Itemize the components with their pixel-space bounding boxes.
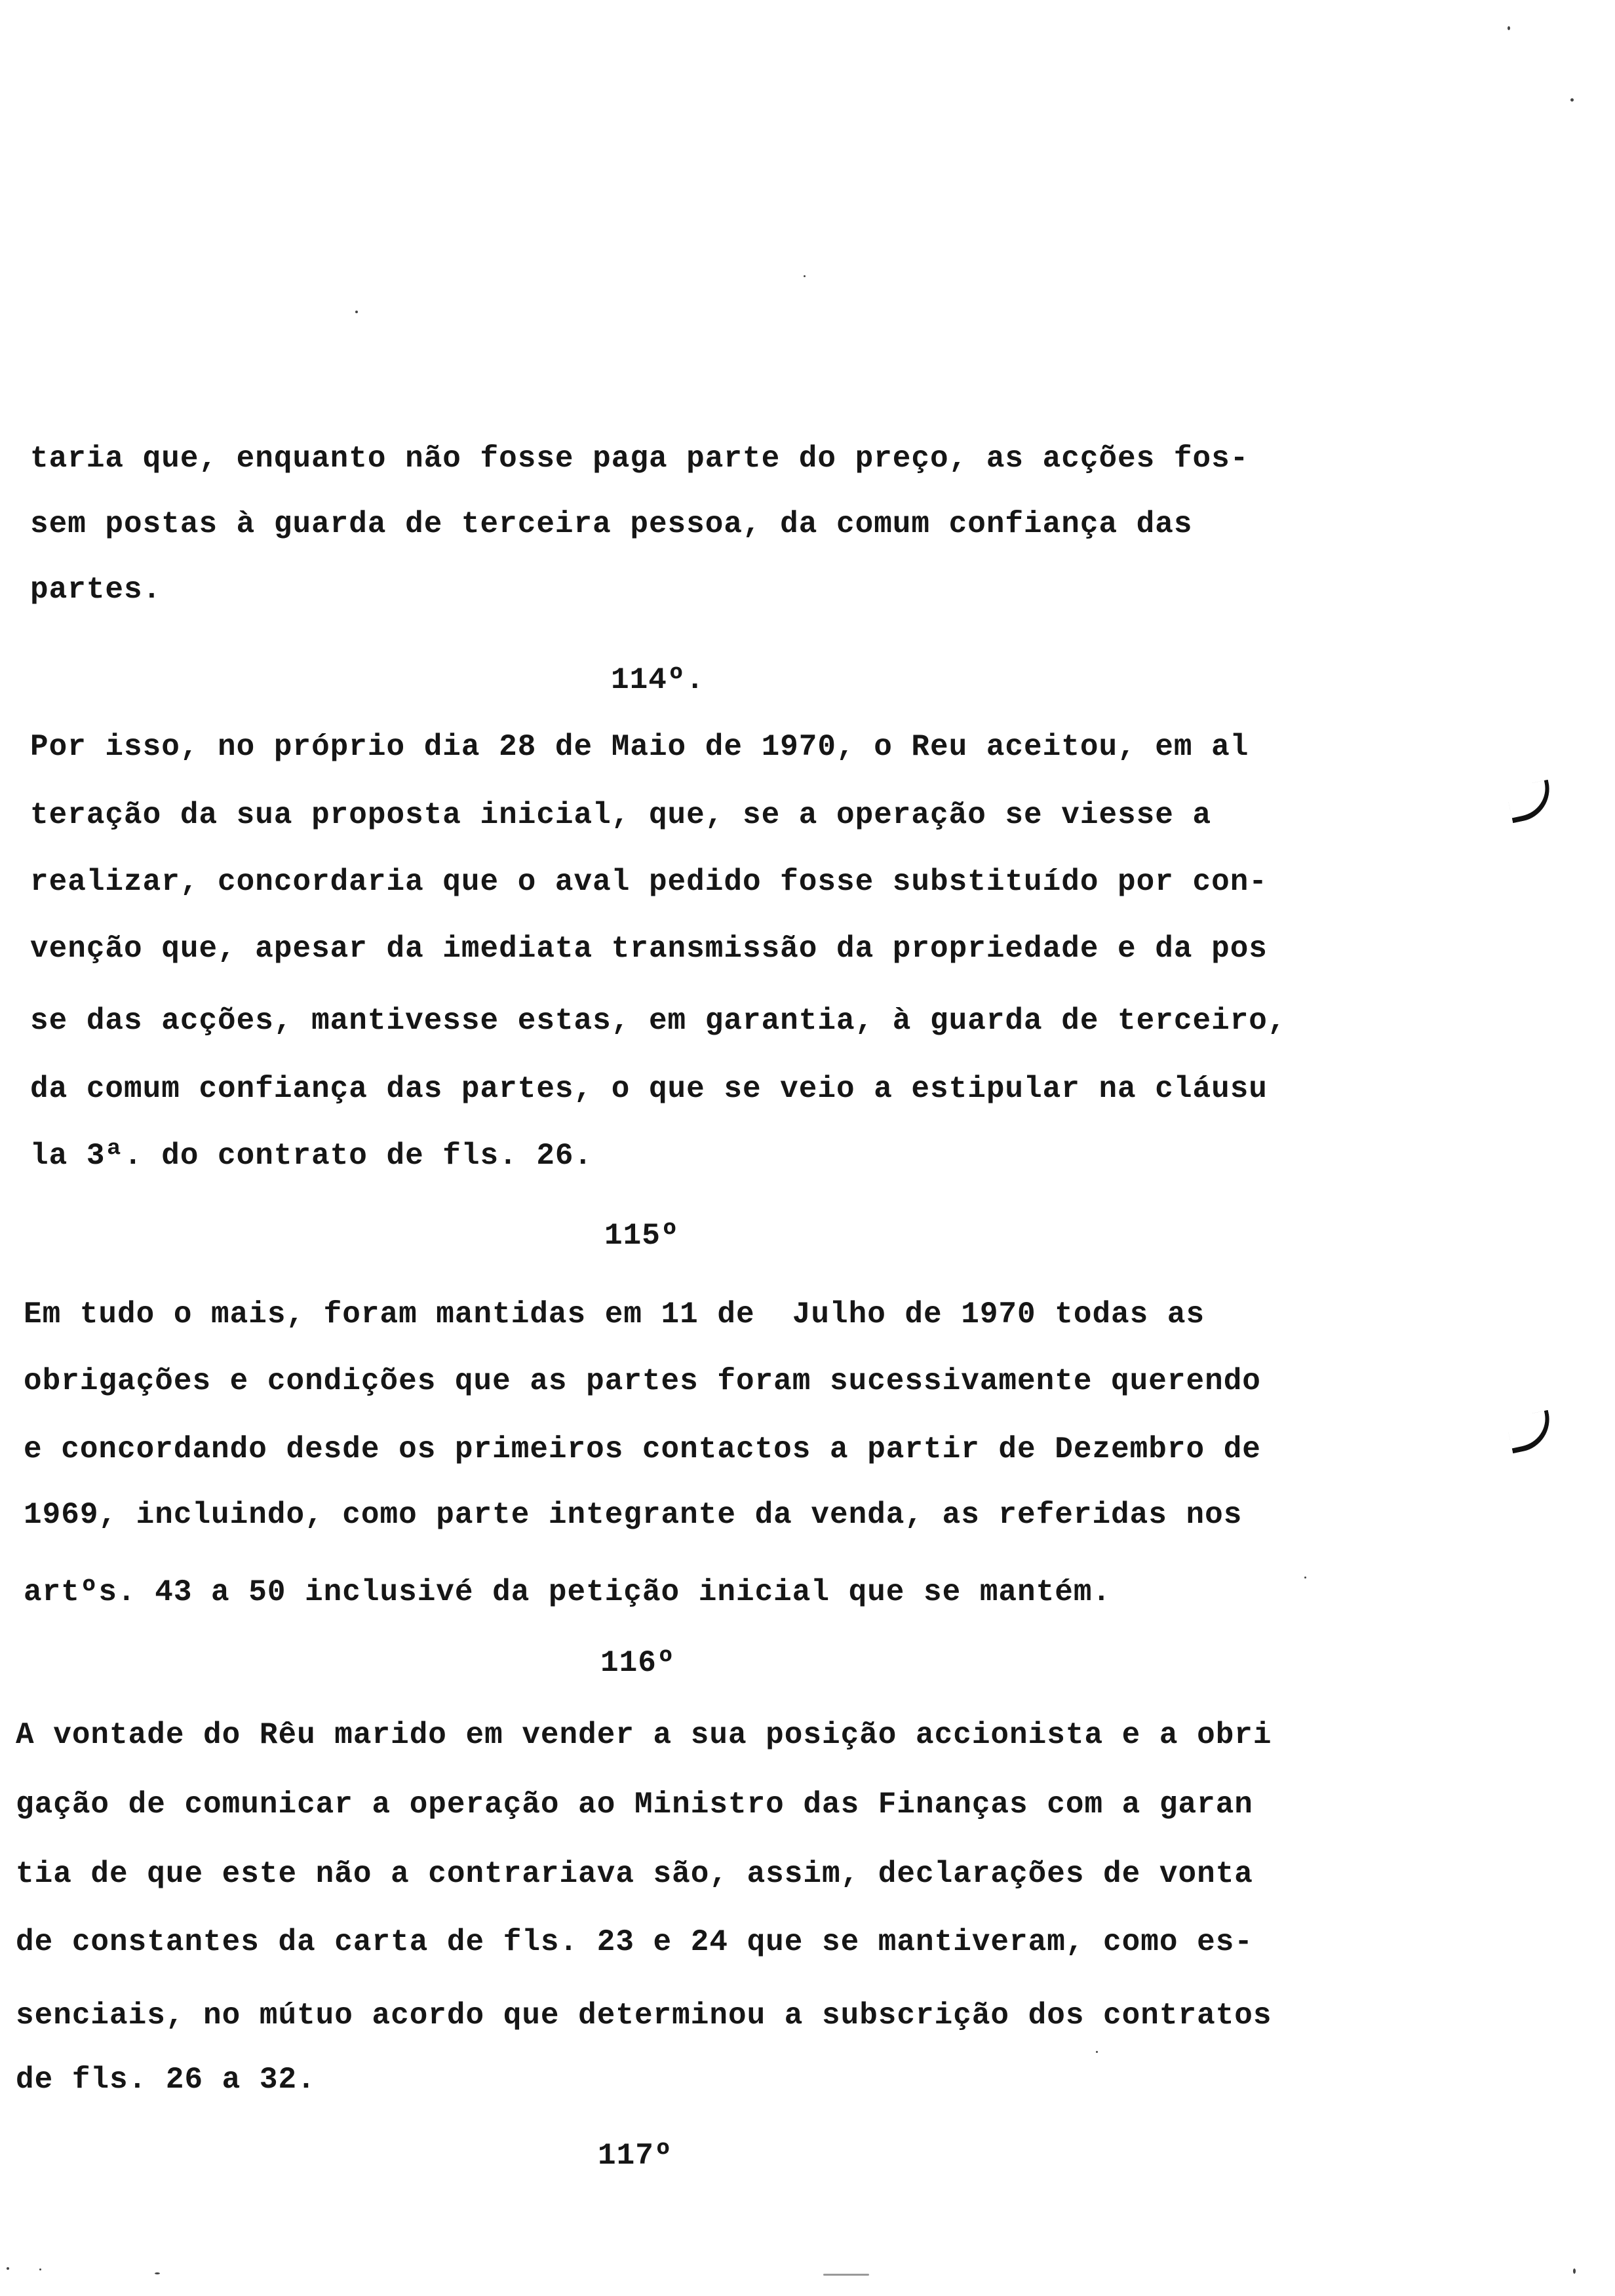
- scan-speck: [155, 2272, 160, 2274]
- text-line: obrigações e condições que as partes foram sucessivamente querendo: [24, 1364, 1261, 1398]
- margin-check-mark: [1506, 780, 1555, 824]
- margin-check-mark: [1506, 1410, 1555, 1454]
- scan-speck: [1304, 1577, 1306, 1578]
- text-line: senciais, no mútuo acordo que determinou a subscrição dos contratos: [16, 1999, 1272, 2033]
- text-line: 1969, incluindo, como parte integrante da venda, as referidas nos: [24, 1498, 1243, 1532]
- text-line: A vontade do Rêu marido em vender a sua posição accionista e a obri: [16, 1718, 1272, 1752]
- text-line: de constantes da carta de fls. 23 e 24 que se mantiveram, como es-: [16, 1925, 1253, 1959]
- scan-speck: [823, 2274, 869, 2276]
- scan-speck: [1573, 2268, 1576, 2274]
- text-line: se das acções, mantivesse estas, em garantia, à guarda de terceiro,: [30, 1004, 1287, 1038]
- text-line: da comum confiança das partes, o que se veio a estipular na cláusu: [30, 1072, 1268, 1106]
- scan-speck: [7, 2267, 9, 2270]
- text-line: de fls. 26 a 32.: [16, 2063, 316, 2097]
- scan-speck: [1508, 26, 1510, 30]
- text-line: Por isso, no próprio dia 28 de Maio de 1970, o Reu aceitou, em al: [30, 730, 1249, 764]
- text-line: realizar, concordaria que o aval pedido fosse substituído por con-: [30, 865, 1268, 899]
- text-line: artºs. 43 a 50 inclusivé da petição inicial que se mantém.: [24, 1575, 1112, 1609]
- text-line: sem postas à guarda de terceira pessoa, da comum confiança das: [30, 507, 1193, 541]
- text-line: Em tudo o mais, foram mantidas em 11 de Julho de 1970 todas as: [24, 1297, 1205, 1331]
- text-line: e concordando desde os primeiros contactos a partir de Dezembro de: [24, 1432, 1261, 1466]
- text-line: taria que, enquanto não fosse paga parte do preço, as acções fos-: [30, 442, 1249, 476]
- text-line: la 3ª. do contrato de fls. 26.: [30, 1139, 593, 1173]
- text-line: teração da sua proposta inicial, que, se a operação se viesse a: [30, 798, 1212, 832]
- text-line: partes.: [30, 573, 162, 607]
- article-number: 115º: [604, 1219, 680, 1253]
- text-line: venção que, apesar da imediata transmissão da propriedade e da pos: [30, 932, 1268, 966]
- article-number: 116º: [600, 1646, 676, 1680]
- scan-speck: [355, 311, 358, 313]
- text-line: tia de que este não a contrariava são, assim, declarações de vonta: [16, 1857, 1253, 1891]
- scan-speck: [804, 275, 806, 277]
- scan-speck: [1570, 98, 1574, 102]
- scan-speck: [1096, 2051, 1098, 2053]
- article-number: 114º.: [611, 663, 705, 697]
- text-line: gação de comunicar a operação ao Ministro das Finanças com a garan: [16, 1788, 1253, 1822]
- article-number: 117º: [598, 2139, 673, 2173]
- scan-speck: [39, 2268, 41, 2270]
